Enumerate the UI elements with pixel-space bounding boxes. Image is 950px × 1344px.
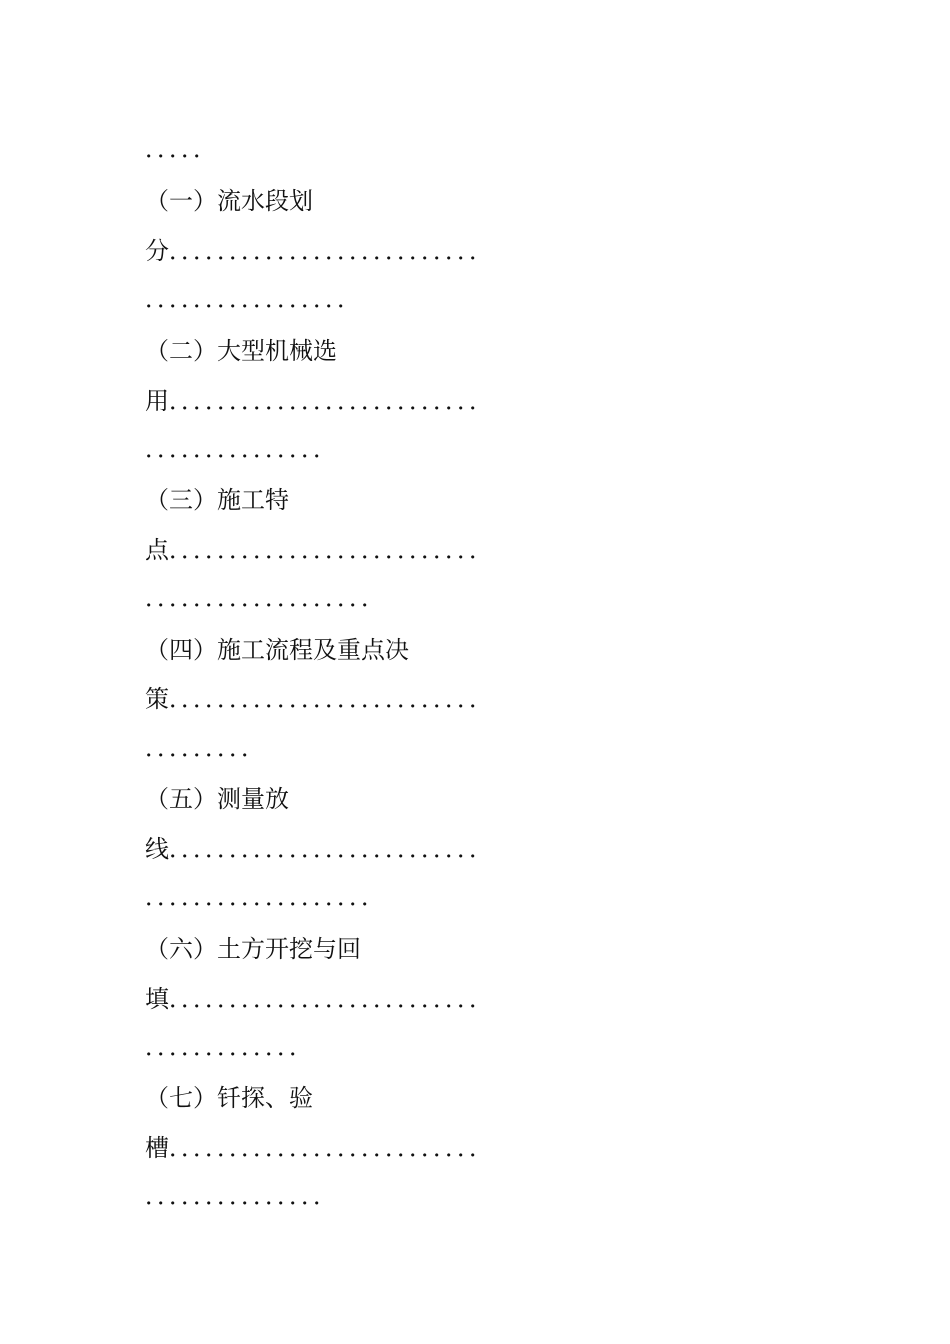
toc-entry-5-continuation: 线．．．．．．．．．．．．．．．．．．．．．．．．．． bbox=[145, 835, 493, 863]
toc-entry-1-heading: （一）流水段划 bbox=[145, 187, 313, 215]
toc-entry-3-heading: （三）施工特 bbox=[145, 486, 289, 514]
toc-entry-2-continuation: 用．．．．．．．．．．．．．．．．．．．．．．．．．． bbox=[145, 387, 493, 415]
toc-entry-2-trailing-dots: ．．．．．．．．．．．．．．． bbox=[145, 435, 337, 463]
toc-entry-5-heading: （五）测量放 bbox=[145, 785, 289, 813]
toc-entry-7-heading: （七）钎探、验 bbox=[145, 1084, 313, 1112]
toc-entry-5-trailing-dots: ．．．．．．．．．．．．．．．．．．． bbox=[145, 883, 385, 911]
toc-entry-4-continuation: 策．．．．．．．．．．．．．．．．．．．．．．．．．． bbox=[145, 685, 493, 713]
toc-entry-7-continuation: 槽．．．．．．．．．．．．．．．．．．．．．．．．．． bbox=[145, 1134, 493, 1162]
toc-entry-3-trailing-dots: ．．．．．．．．．．．．．．．．．．． bbox=[145, 584, 385, 612]
toc-entry-2-heading: （二）大型机械选 bbox=[145, 337, 337, 365]
toc-entry-6-trailing-dots: ．．．．．．．．．．．．． bbox=[145, 1033, 313, 1061]
toc-entry-3-continuation: 点．．．．．．．．．．．．．．．．．．．．．．．．．． bbox=[145, 536, 493, 564]
toc-entry-6-heading: （六）土方开挖与回 bbox=[145, 935, 361, 963]
toc-entry-1-continuation: 分．．．．．．．．．．．．．．．．．．．．．．．．．． bbox=[145, 237, 493, 265]
toc-entry-6-continuation: 填．．．．．．．．．．．．．．．．．．．．．．．．．． bbox=[145, 985, 493, 1013]
toc-entry-7-trailing-dots: ．．．．．．．．．．．．．．． bbox=[145, 1182, 337, 1210]
toc-entry-4-trailing-dots: ．．．．．．．．． bbox=[145, 734, 265, 762]
toc-lead-dots: ．．．．． bbox=[145, 135, 217, 163]
toc-entry-1-trailing-dots: ．．．．．．．．．．．．．．．．． bbox=[145, 285, 361, 313]
toc-entry-4-heading: （四）施工流程及重点决 bbox=[145, 636, 409, 664]
